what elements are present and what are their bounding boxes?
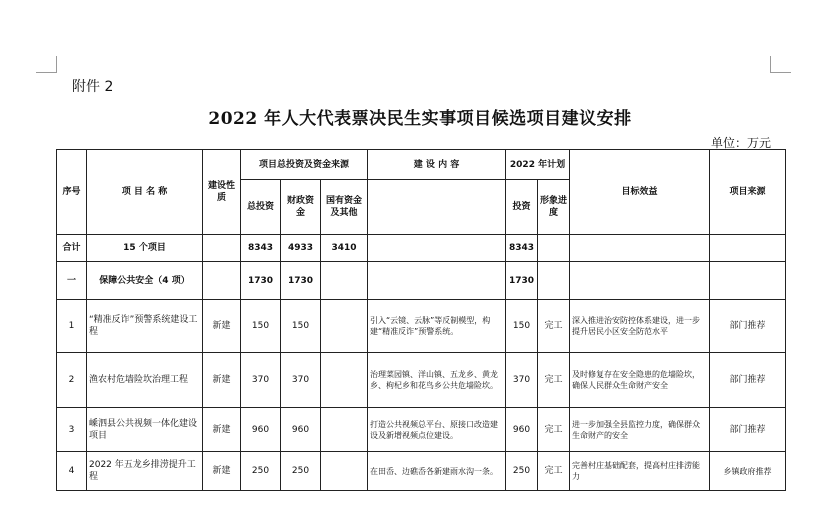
total-benefit xyxy=(570,235,710,262)
category-row xyxy=(57,262,786,300)
row-fiscal: 370 xyxy=(281,353,321,408)
row-progress: 完工 xyxy=(538,353,570,408)
row-total-invest: 150 xyxy=(241,300,281,353)
category-nature xyxy=(203,262,241,300)
category-state-other xyxy=(321,262,368,300)
unit-label: 单位：万元 xyxy=(711,136,772,150)
category-name: 保障公共安全（4 项） xyxy=(87,262,203,300)
header-plan-group: 2022 年计划 xyxy=(506,150,570,180)
row-source: 部门推荐 xyxy=(710,353,786,408)
row-source: 部门推荐 xyxy=(710,408,786,452)
header-fiscal: 财政资金 xyxy=(281,180,321,235)
table-row xyxy=(57,408,786,452)
table-row xyxy=(57,353,786,408)
row-nature: 新建 xyxy=(203,408,241,452)
total-total-invest: 8343 xyxy=(241,235,281,262)
row-progress: 完工 xyxy=(538,300,570,353)
header-seq: 序号 xyxy=(57,150,87,235)
total-progress xyxy=(538,235,570,262)
page-corner-mark-right xyxy=(770,56,791,73)
category-plan-invest: 1730 xyxy=(506,262,538,300)
row-state-other xyxy=(321,452,368,491)
row-nature: 新建 xyxy=(203,300,241,353)
header-name: 项 目 名 称 xyxy=(87,150,203,235)
row-progress: 完工 xyxy=(538,408,570,452)
row-fiscal: 250 xyxy=(281,452,321,491)
header-source: 项目来源 xyxy=(710,150,786,235)
total-nature xyxy=(203,235,241,262)
row-content: 打造公共视频总平台、原接口改造建设及新增视频点位建设。 xyxy=(368,408,506,452)
header-total-invest: 总投资 xyxy=(241,180,281,235)
row-benefit: 及时修复存在安全隐患的危墙险坎，确保人民群众生命财产安全 xyxy=(570,353,710,408)
header-nature: 建设性质 xyxy=(203,150,241,235)
category-content xyxy=(368,262,506,300)
row-total-invest: 960 xyxy=(241,408,281,452)
row-plan-invest: 150 xyxy=(506,300,538,353)
row-content: 治理菜园镇、洋山镇、五龙乡、黄龙乡、枸杞乡和花鸟乡公共危墙险坎。 xyxy=(368,353,506,408)
page-corner-mark-left xyxy=(36,56,57,73)
attachment-label: 附件 2 xyxy=(72,79,114,95)
document-title: 2022 年人大代表票决民生实事项目候选项目建议安排 xyxy=(208,109,632,129)
row-name: 渔农村危墙险坎治理工程 xyxy=(87,353,203,408)
row-plan-invest: 370 xyxy=(506,353,538,408)
total-fiscal: 4933 xyxy=(281,235,321,262)
row-state-other xyxy=(321,353,368,408)
row-seq: 4 xyxy=(57,452,87,491)
header-plan-invest: 投资 xyxy=(506,180,538,235)
row-name: 嵊泗县公共视频一体化建设项目 xyxy=(87,408,203,452)
row-total-invest: 250 xyxy=(241,452,281,491)
total-plan-invest: 8343 xyxy=(506,235,538,262)
row-seq: 3 xyxy=(57,408,87,452)
row-fiscal: 150 xyxy=(281,300,321,353)
total-label: 合计 xyxy=(57,235,87,262)
table-row xyxy=(57,300,786,353)
row-plan-invest: 960 xyxy=(506,408,538,452)
category-progress xyxy=(538,262,570,300)
row-nature: 新建 xyxy=(203,452,241,491)
row-source: 部门推荐 xyxy=(710,300,786,353)
total-content xyxy=(368,235,506,262)
row-seq: 2 xyxy=(57,353,87,408)
header-content: 建 设 内 容 xyxy=(368,150,506,180)
total-row xyxy=(57,235,786,262)
row-benefit: 进一步加强全县监控力度，确保群众生命财产的安全 xyxy=(570,408,710,452)
row-total-invest: 370 xyxy=(241,353,281,408)
row-content: 在田岙、边礁岙各新建雨水沟一条。 xyxy=(368,452,506,491)
row-fiscal: 960 xyxy=(281,408,321,452)
header-progress: 形象进度 xyxy=(538,180,570,235)
row-progress: 完工 xyxy=(538,452,570,491)
category-source xyxy=(710,262,786,300)
project-table xyxy=(56,149,786,491)
row-state-other xyxy=(321,300,368,353)
header-row-1 xyxy=(57,150,786,180)
category-total-invest: 1730 xyxy=(241,262,281,300)
row-content: 引入“云镜、云脉”等反制模型，构建“精准反诈”预警系统。 xyxy=(368,300,506,353)
total-source xyxy=(710,235,786,262)
category-seq: 一 xyxy=(57,262,87,300)
row-seq: 1 xyxy=(57,300,87,353)
row-nature: 新建 xyxy=(203,353,241,408)
row-benefit: 深入推进治安防控体系建设，进一步提升居民小区安全防范水平 xyxy=(570,300,710,353)
row-name: 2022 年五龙乡排涝提升工程 xyxy=(87,452,203,491)
header-benefit: 目标效益 xyxy=(570,150,710,235)
total-name: 15 个项目 xyxy=(87,235,203,262)
category-fiscal: 1730 xyxy=(281,262,321,300)
header-funding-group: 项目总投资及资金来源 xyxy=(241,150,368,180)
row-benefit: 完善村庄基础配套，提高村庄排涝能力 xyxy=(570,452,710,491)
header-content-blank xyxy=(368,180,506,235)
table-row xyxy=(57,452,786,491)
category-benefit xyxy=(570,262,710,300)
row-name: “精准反诈”预警系统建设工程 xyxy=(87,300,203,353)
total-state-other: 3410 xyxy=(321,235,368,262)
row-state-other xyxy=(321,408,368,452)
header-state-other: 国有资金及其他 xyxy=(321,180,368,235)
row-source: 乡镇政府推荐 xyxy=(710,452,786,491)
row-plan-invest: 250 xyxy=(506,452,538,491)
